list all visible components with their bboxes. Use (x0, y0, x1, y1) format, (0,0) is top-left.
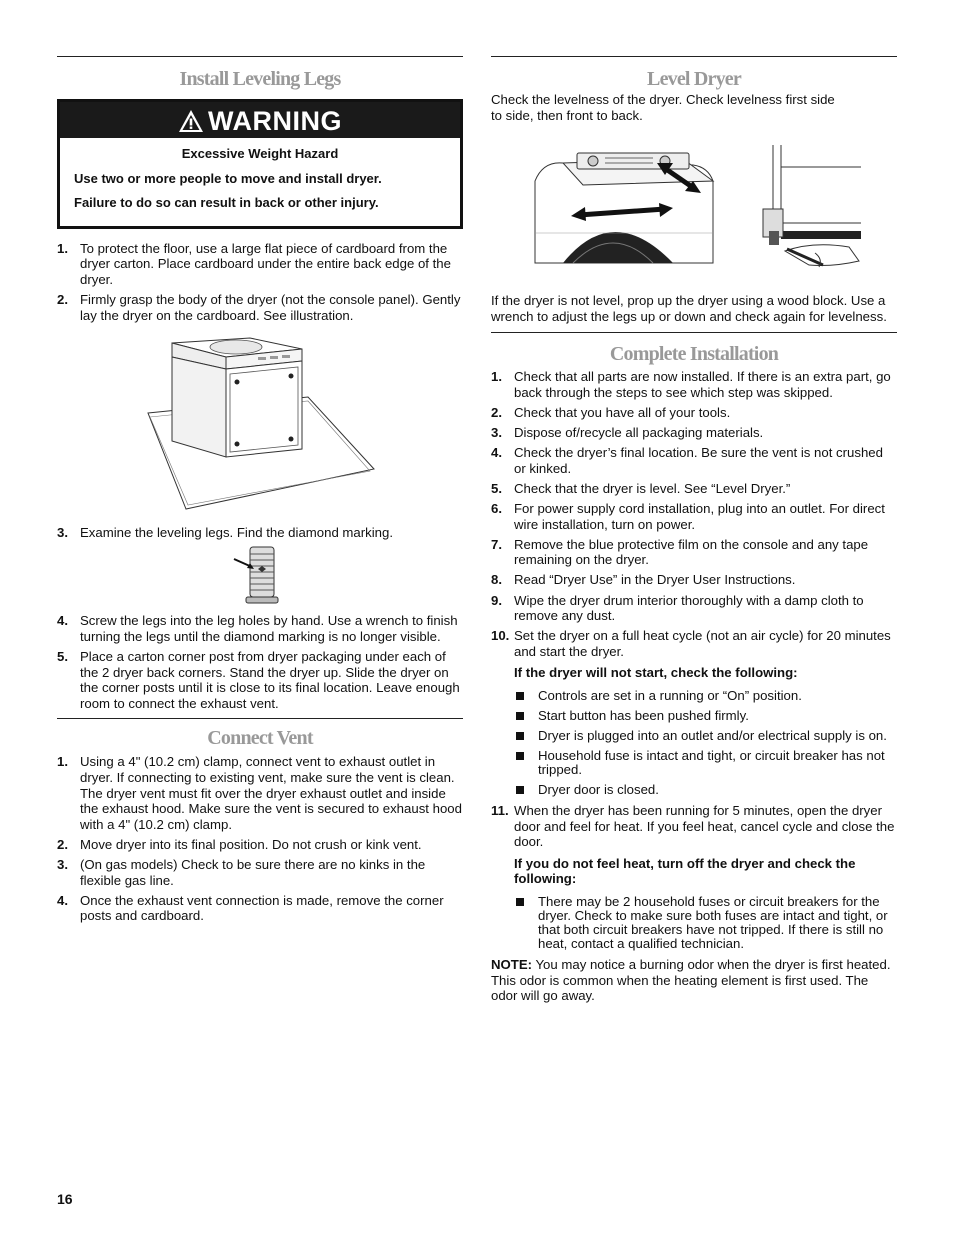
warning-header (60, 102, 460, 138)
warning-line-1: Use two or more people to move and install dryer. (74, 170, 382, 186)
list-item: Dryer is plugged into an outlet and/or electrical supply is on. (514, 729, 897, 743)
bullet-square-icon (516, 786, 524, 794)
list-item: Household fuse is intact and tight, or circuit breaker has not tripped. (514, 749, 897, 777)
list-item: There may be 2 household fuses or circuit breakers for the dryer. Check to make sure both fuses are intact and tight, or that both circuit breakers have not tripped. If there is still no heat, contact a qualified technician. (514, 895, 897, 951)
list-item: 4. Check the dryer’s final location. Be sure the vent is not crushed or kinked. (491, 445, 883, 476)
list-item: 3. Examine the leveling legs. Find the diamond marking. (57, 525, 394, 541)
list-item: 5. Check that the dryer is level. See “Level Dryer.” (491, 480, 791, 496)
vent-steps (57, 754, 463, 923)
no-heat-heading: If you do not feel heat, turn off the dryer and check the following: (514, 855, 856, 887)
note-paragraph (491, 957, 897, 1004)
warning-label: WARNING (208, 106, 342, 136)
list-item: Controls are set in a running or “On” position. (514, 689, 897, 703)
page-number: 16 (57, 1191, 73, 1207)
note-text: You may notice a burning odor when the dryer is first heated. This odor is common when the heating element is first used. The odor will go away. (491, 956, 891, 1004)
bullet-square-icon (516, 712, 524, 720)
list-item: 9. Wipe the dryer drum interior thoroughly with a damp cloth to remove any dust. (491, 592, 864, 624)
bullet-square-icon (516, 752, 524, 760)
list-item: 2. Firmly grasp the body of the dryer (not the console panel). Gently lay the dryer on the cardboard. See illustration. (57, 292, 461, 323)
leveling-steps-continued (57, 525, 463, 541)
section-divider (57, 56, 463, 57)
section-divider (491, 332, 897, 333)
hazard-title: Excessive Weight Hazard (181, 146, 339, 161)
list-item: Start button has been pushed firmly. (514, 709, 897, 723)
list-item: 3. Dispose of/recycle all packaging materials. (491, 425, 764, 441)
section-title-complete-installation: Complete Installation (609, 343, 779, 366)
list-item: 10. Set the dryer on a full heat cycle (not an air cycle) for 20 minutes and start the dryer. If the dryer will not start, check the following: Controls are set in a running or “On” position. Start button has been pushed firmly. Dryer is plugged into an outlet and/or electrical supply is on. Household fuse is intact and tight, or circuit breaker has not tripped. Dryer door is closed. (491, 628, 897, 797)
section-title-install-leveling-legs: Install Leveling Legs (179, 68, 341, 90)
list-item: 4. Screw the legs into the leg holes by hand. Use a wrench to finish turning the legs until the diamond marking is no longer visible. (57, 613, 458, 644)
leveling-leg-icon (230, 545, 290, 607)
section-divider (491, 56, 897, 57)
no-heat-list (514, 895, 897, 951)
warning-body (60, 138, 460, 226)
no-start-heading: If the dryer will not start, check the following: (514, 665, 798, 681)
note-label: NOTE: (491, 956, 533, 972)
section-title-level-dryer: Level Dryer (647, 68, 741, 90)
level-after: If the dryer is not level, prop up the dryer using a wood block. Use a wrench to adjust the legs up or down and check again for levelness. (491, 293, 887, 324)
section-divider (57, 718, 463, 719)
list-item: 2. Move dryer into its final position. Do not crush or kink vent. (57, 836, 422, 852)
list-item: 7. Remove the blue protective film on the console and any tape remaining on the dryer. (491, 536, 869, 568)
list-item: 3. (On gas models) Check to be sure there are no kinks in the flexible gas line. (57, 856, 426, 888)
no-start-list (514, 689, 897, 797)
list-item: 6. For power supply cord installation, plug into an outlet. For direct wire installation, turn on power. (491, 501, 885, 532)
leveling-steps-final (57, 613, 463, 711)
list-item: Dryer door is closed. (514, 783, 897, 797)
bullet-square-icon (516, 692, 524, 700)
left-column (57, 56, 463, 928)
list-item: 1. Check that all parts are now installed. If there is an extra part, go back through the steps to see which step was skipped. (491, 369, 891, 400)
list-item: 5. Place a carton corner post from dryer packaging under each of the 2 dryer back corners. Stand the dryer up. Slide the dryer on the corner posts until it is close to its final location. Leave enough room to connect the exhaust vent. (57, 649, 460, 711)
section-title-connect-vent: Connect Vent (207, 727, 313, 750)
complete-steps (491, 369, 897, 951)
dryer-on-cardboard-illustration (130, 337, 390, 517)
warning-triangle-icon (178, 109, 204, 133)
leveling-steps (57, 241, 463, 323)
bullet-square-icon (516, 732, 524, 740)
bullet-square-icon (516, 898, 524, 906)
list-item: 11. When the dryer has been running for 5 minutes, open the dryer door and feel for heat. If you feel heat, cancel cycle and close the door. If you do not feel heat, turn off the dryer and check the following: There may be 2 household fuses or circuit breakers for the dryer. Check to make sure both fuses are intact and tight, or that both circuit breakers have not tripped. If there is still no heat, contact a qualified technician. (491, 803, 897, 951)
right-column (491, 56, 897, 1004)
list-item: 4. Once the exhaust vent connection is made, remove the corner posts and cardboard. (57, 892, 444, 924)
level-intro: Check the levelness of the dryer. Check levelness first side to side, then front to back. (491, 92, 835, 123)
list-item: 1. To protect the floor, use a large flat piece of cardboard from the dryer carton. Place cardboard under the entire back edge of the dryer. (57, 240, 451, 287)
level-dryer-illustration (523, 141, 903, 281)
warning-box (57, 99, 463, 229)
warning-line-2: Failure to do so can result in back or other injury. (74, 195, 379, 211)
list-item: 2. Check that you have all of your tools. (491, 405, 731, 421)
list-item: 1. Using a 4" (10.2 cm) clamp, connect vent to exhaust outlet in dryer. If connecting to existing vent, make sure the vent is clean. The dryer vent must fit over the dryer exhaust outlet and inside the exhaust hood. Make sure the vent is secured to exhaust hood with a 4" (10.2 cm) clamp. (57, 754, 462, 832)
list-item: 8. Read “Dryer Use” in the Dryer User Instructions. (491, 572, 796, 588)
